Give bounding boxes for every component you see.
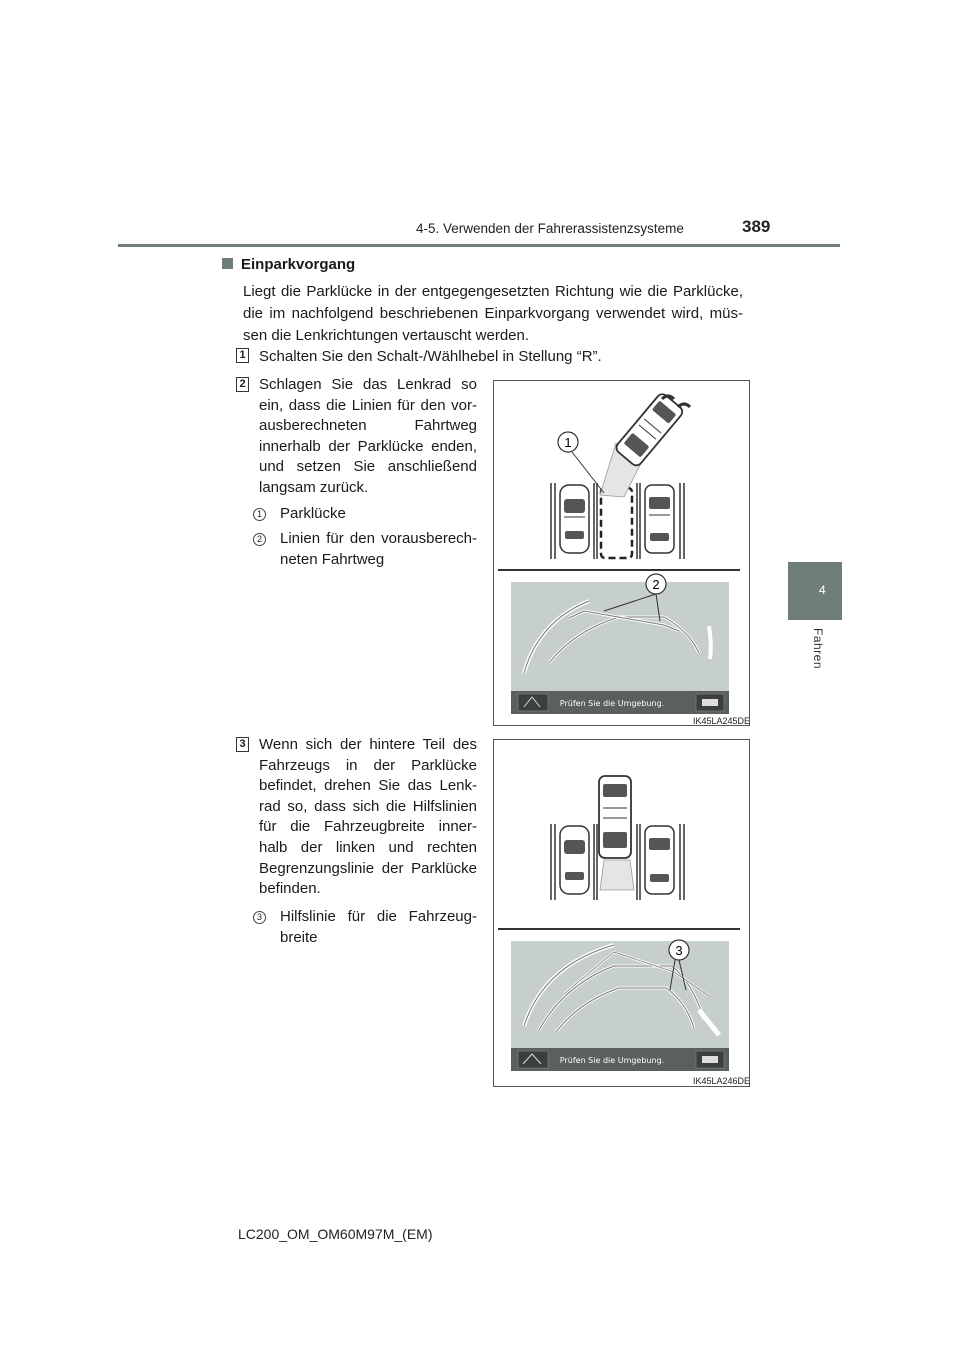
reversing-car-icon-2	[599, 776, 631, 858]
legend-text-3: Hilfslinie für die Fahrzeug- breite	[280, 908, 477, 946]
legend-number-3: 3	[253, 911, 266, 924]
chapter-number: 4	[819, 583, 826, 597]
chapter-tab	[788, 562, 842, 620]
figure-parking-step-3	[493, 739, 750, 1087]
step-badge-3: 3	[236, 737, 249, 752]
legend-text-1: Parklücke	[280, 505, 346, 522]
legend-number-1: 1	[253, 508, 266, 521]
chapter-label: Fahren	[811, 628, 825, 670]
document-id: LC200_OM_OM60M97M_(EM)	[238, 1226, 433, 1242]
parking-diagram-2	[494, 740, 750, 1087]
figure-code-2: IK45LA246DE	[693, 1076, 751, 1086]
reversing-car-icon	[614, 392, 685, 468]
figure-code-1: IK45LA245DE	[693, 716, 751, 726]
intro-paragraph: Liegt die Parklücke in der entgegengesetzten Richtung wie die Parklücke, die im nachfolgend beschriebenen Einparkvorgang verwendet wird, müs- sen die Lenkrichtungen vertauscht werden.	[243, 283, 743, 344]
screen-message-2: Prüfen Sie die Umgebung.	[559, 1056, 665, 1065]
parking-space-outline	[601, 488, 632, 558]
callout-2: 2	[652, 577, 660, 592]
step-text-1: Schalten Sie den Schalt-/Wählhebel in Stellung “R”.	[259, 348, 602, 365]
legend-text-2: Linien für den vorausberech- neten Fahrtweg	[280, 530, 477, 568]
parked-car-left-icon-2	[560, 826, 589, 894]
heading-text: Einparkvorgang	[241, 256, 356, 273]
parking-diagram-1	[494, 381, 750, 726]
parked-car-right-icon	[645, 485, 674, 553]
step-badge-1: 1	[236, 348, 249, 363]
parked-car-left-icon	[560, 485, 589, 553]
callout-3: 3	[675, 943, 683, 958]
heading-square-icon	[222, 258, 233, 269]
figure-parking-step-2	[493, 380, 750, 726]
page-number: 389	[742, 217, 771, 236]
step-text-3: Wenn sich der hintere Teil des Fahrzeugs in der Parklücke befindet, drehen Sie das Lenk- rad so, dass sich die Hilfslinien für die Fahrzeugbreite inner- halb der linken und rechten Begrenzungslinie der Parklücke befinden.	[259, 736, 477, 898]
legend-number-2: 2	[253, 533, 266, 546]
header-rule	[118, 244, 840, 247]
parked-car-right-icon-2	[645, 826, 674, 894]
section-title: 4-5. Verwenden der Fahrerassistenzsysteme	[416, 221, 684, 236]
step-badge-2: 2	[236, 377, 249, 392]
section-heading	[222, 256, 355, 273]
step-text-2: Schlagen Sie das Lenkrad so ein, dass die Linien für den vor- ausberechneten Fahrtweg innerhalb der Parklücke enden, und setzen Sie anschließend langsam zurück.	[259, 376, 477, 496]
screen-message-1: Prüfen Sie die Umgebung.	[559, 699, 665, 708]
callout-1: 1	[564, 435, 572, 450]
